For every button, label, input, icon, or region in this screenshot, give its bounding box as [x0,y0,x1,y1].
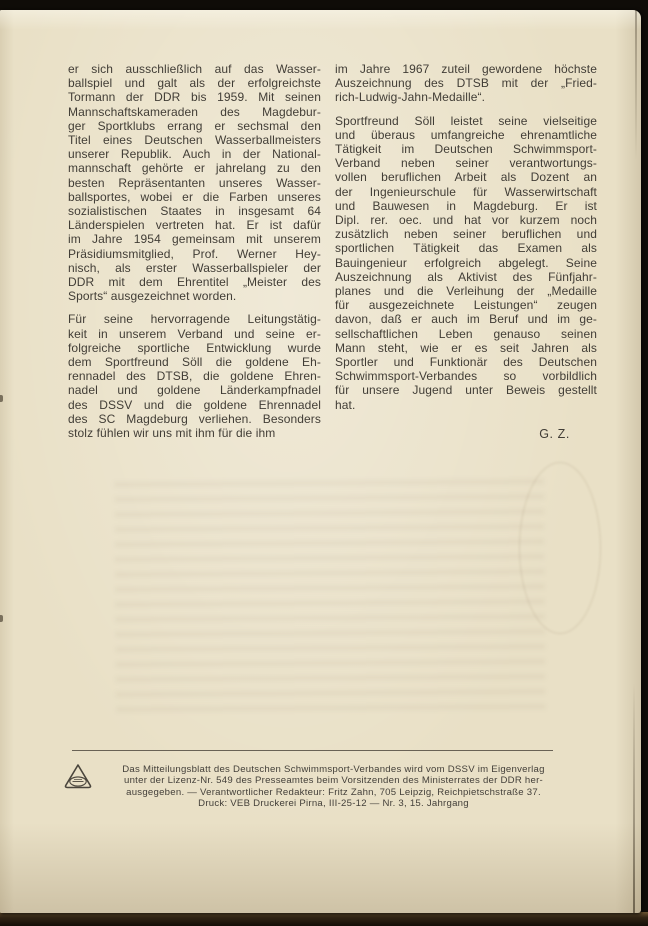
author-initials: G. Z. [539,426,570,441]
paper-crease [519,462,601,634]
left-column [68,62,321,441]
text-line: Präsidiumsmitglied, Prof. Werner Hey- [68,246,321,261]
text-line: planes und die Verleihung der „Medaille [335,284,597,299]
paragraph [68,62,321,303]
paragraph [335,114,597,412]
text-line: des SC Magdeburg verliehen. Besonders [68,411,321,426]
text-line: vollen beruflichen Arbeit als Dozent an [335,170,597,185]
paper-edge-crease-top [635,10,637,160]
text-line: Das Mitteilungsblatt des Deutschen Schwimmsport-Verbandes wird vom DSSV im Eigenverlag [122,764,545,775]
text-line: Sportler und Funktionär des Deutschen [335,355,597,370]
text-line: dem Sportfreund Söll die goldene Eh- [68,355,321,370]
text-line: des DSSV und die goldene Ehrennadel [68,397,321,412]
text-line: ballsportes, wobei er die Farben unseres [68,189,321,204]
text-line: Mannschaftskameraden des Magdebur- [68,104,321,119]
paragraph [335,62,597,105]
text-line: der Ingenieurschule für Wasserwirtschaft [335,184,597,199]
paper-edge-crease [633,683,635,913]
text-line: Sportfreund Söll leistet seine vielseitige [335,113,597,128]
text-line: Auszeichnung als Aktivist des Fünfjahr- [335,269,597,284]
text-line: unter der Lizenz-Nr. 549 des Presseamtes beim Vorsitzenden des Ministerrates der DDR her- [124,775,543,787]
text-line: sozialistischen Staates in insgesamt 64 [68,204,321,219]
text-line: sellschaftlichen Leben genauso seinen [335,326,597,341]
text-line: davon, daß er auch im Beruf und im ge- [335,312,597,327]
paper-speck [0,395,3,402]
text-line: ger Sportklubs errang er sechsmal den [68,118,321,133]
text-line: unserer Republik. Auch in der National- [68,147,321,162]
text-line: Druck: VEB Druckerei Pirna, III-25-12 — Nr. 3, 15. Jahrgang [198,798,469,810]
text-line: für ausgezeichnete Leistungen“ zeugen [335,298,597,313]
text-line: folgreiche sportliche Entwicklung wurde [68,340,321,355]
text-line: nadel und goldene Länderkampfnadel [68,383,321,398]
text-line: hat. [335,397,356,412]
text-line: Länderspielen vertreten hat. Er ist dafür [68,218,321,233]
text-line: im Jahre 1967 zuteil gewordene höchste [335,62,597,76]
text-line: Sports“ ausgezeichnet worden. [68,289,237,304]
text-line: Schwimmsport-Verbandes so vorbildlich [335,369,597,384]
paragraph [68,312,321,440]
text-line: im Jahre 1954 gemeinsam mit unserem [68,232,321,247]
text-line: Für seine hervorragende Leitungstätig- [68,312,321,327]
text-line: Dipl. rer. oec. und hat vor kurzem noch [335,213,597,228]
text-line: Titel eines Deutschen Wasserballmeisters [68,133,321,148]
page-paper [0,10,641,913]
text-line: nisch, als erster Wasserballspieler der [68,260,321,275]
text-line: Auszeichnung des DTSB mit der „Fried- [335,76,597,91]
text-line: sportlichen Tätigkeit das Examen als [335,241,597,256]
imprint-block [82,764,585,810]
text-line: zusätzlich neben seiner beruflichen und [335,227,597,242]
text-line: Tormann der DDR bis 1959. Mit seinen [68,90,321,105]
text-line: für unsere Jugend unter Beweis gestellt [335,383,597,398]
text-line: mannschaft gehörte er jahrelang zu den [68,161,321,176]
article-body [68,62,597,441]
text-line: Mann steht, wie er es seit Jahren als [335,340,597,355]
text-line: keit in unserem Verband und seine er- [68,326,321,341]
text-line: ausgegeben. — Verantwortlicher Redakteur: Fritz Zahn, 705 Leipzig, Reichpietschstraße 37. [126,786,541,798]
text-line: stolz fühlen wir uns mit ihm für die ihm [68,426,276,441]
text-line: Tätigkeit im Deutschen Schwimmsport- [335,142,597,157]
text-line: ballspiel und galt als der erfolgreichste [68,76,321,91]
text-line: DDR mit dem Ehrentitel „Meister des [68,275,321,290]
paper-speck [0,615,3,622]
page-bottom-edge [0,912,648,926]
footer-divider [72,750,553,751]
text-line: er sich ausschließlich auf das Wasser- [68,62,321,76]
text-line: Verband neben seiner verantwortungs- [335,156,597,171]
reverse-side-showthrough [114,479,546,717]
text-line: besten Repräsentanten unseres Wasser- [68,175,321,190]
text-line: und überaus umfangreiche ehrenamtliche [335,127,597,142]
text-line: rich-Ludwig-Jahn-Medaille“. [335,90,486,105]
right-column [335,62,597,441]
text-line: und Bauwesen in Magdeburg. Er ist [335,198,597,213]
text-line: rennadel des DTSB, die goldene Ehren- [68,369,321,384]
text-line: Bauingenieur erfolgreich abgelegt. Seine [335,255,597,270]
